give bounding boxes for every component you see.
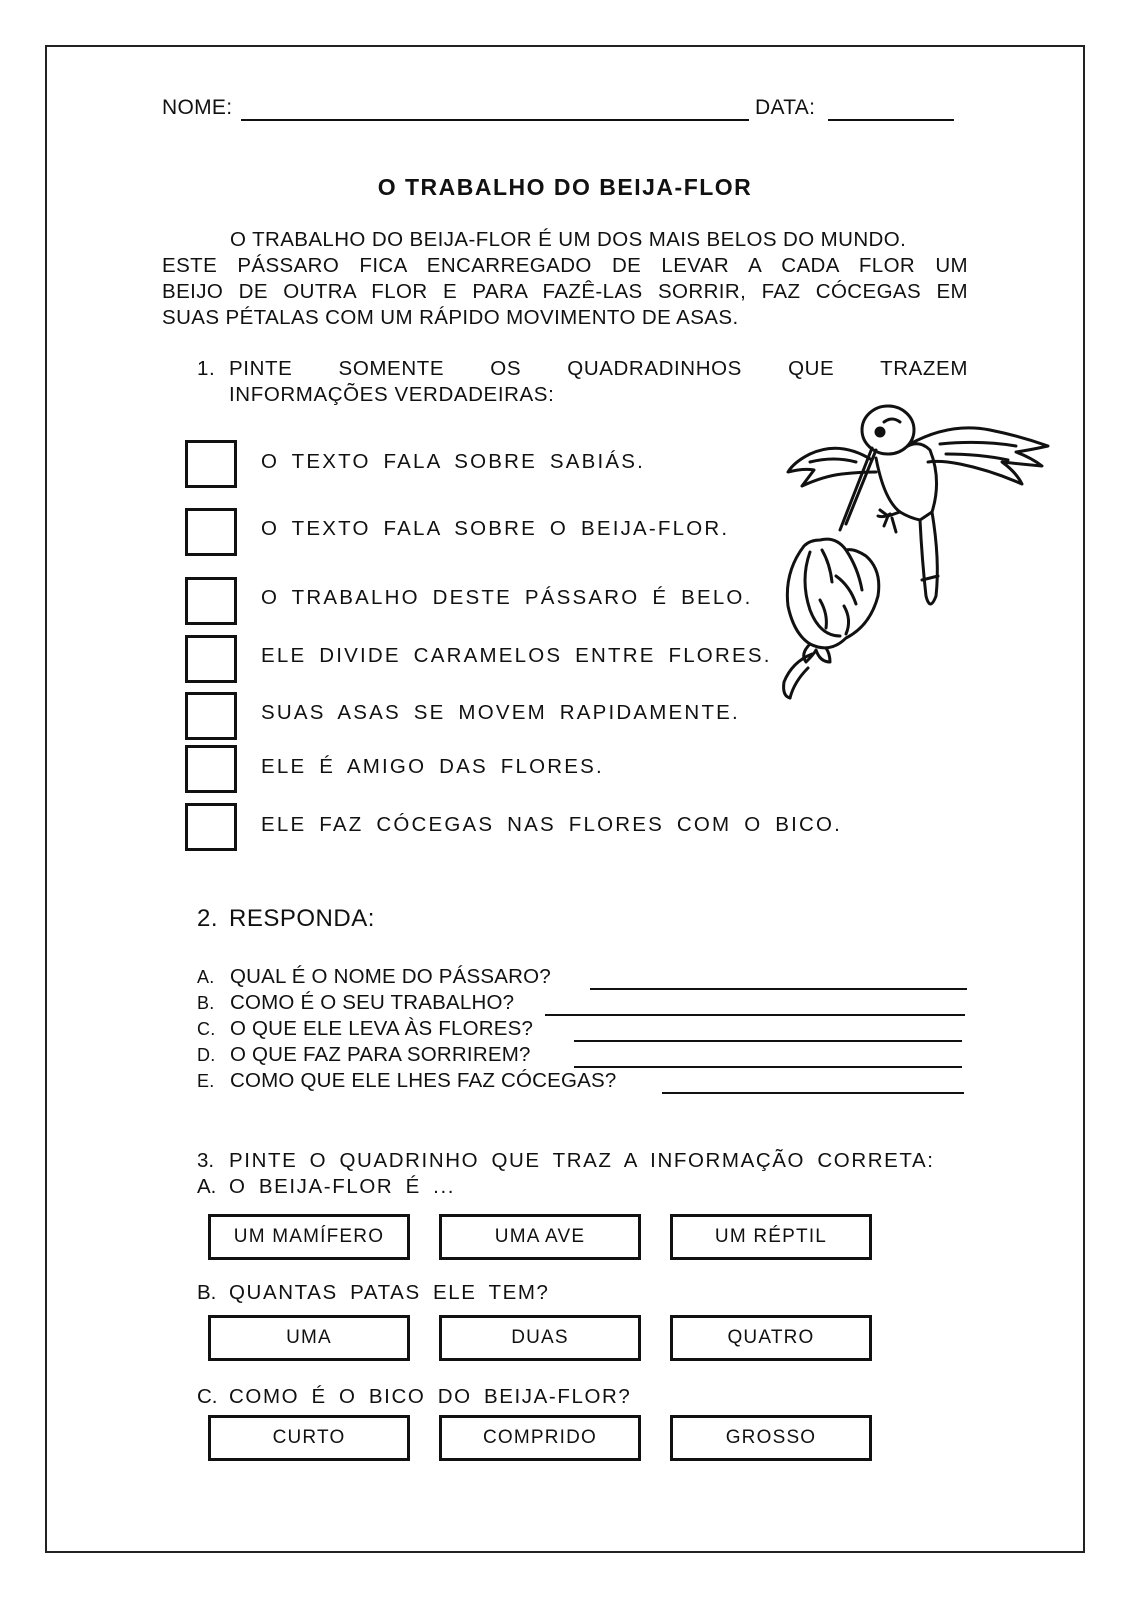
item-letter: C. [197,1019,216,1039]
date-field[interactable] [828,119,954,121]
checkbox-7[interactable] [185,803,237,851]
question-1 [197,357,968,381]
answer-item-a [197,965,551,989]
question-3c [197,1385,631,1409]
checkbox-2[interactable] [185,508,237,556]
option-curto[interactable]: CURTO [208,1415,410,1461]
statement-6: ELE É AMIGO DAS FLORES. [261,755,604,778]
question-3c-text: COMO É O BICO DO BEIJA-FLOR? [229,1385,632,1408]
question-number: 3. [197,1149,215,1172]
item-letter: B. [197,1281,217,1304]
hummingbird-flower-illustration [780,400,1080,720]
question-1-text: PINTE SOMENTE OS QUADRADINHOS QUE TRAZEM [229,357,968,380]
question-3b-text: QUANTAS PATAS ELE TEM? [229,1281,550,1304]
option-uma[interactable]: UMA [208,1315,410,1361]
answer-line-c[interactable] [574,1040,962,1042]
item-letter: A. [197,967,215,987]
paragraph-line: BEIJO DE OUTRA FLOR E PARA FAZÊ-LAS SORRIR, FAZ CÓCEGAS EM [162,280,968,303]
question-3 [197,1149,935,1173]
flower-icon [784,539,879,698]
item-question: COMO É O SEU TRABALHO? [230,991,515,1014]
item-letter: A. [197,1175,217,1198]
reading-text [162,227,968,331]
item-letter: B. [197,993,215,1013]
item-question: O QUE ELE LEVA ÀS FLORES? [230,1017,534,1040]
statement-2: O TEXTO FALA SOBRE O BEIJA-FLOR. [261,517,730,540]
question-1-text-cont: INFORMAÇÕES VERDADEIRAS: [229,383,555,406]
answer-item-b [197,991,514,1015]
question-number: 1. [197,357,216,380]
page-title: O TRABALHO DO BEIJA-FLOR [377,174,753,200]
paragraph-line: ESTE PÁSSARO FICA ENCARREGADO DE LEVAR A CADA FLOR UM [162,254,968,277]
item-question: QUAL É O NOME DO PÁSSARO? [230,965,551,988]
option-mamifero[interactable]: UM MAMÍFERO [208,1214,410,1260]
statement-1: O TEXTO FALA SOBRE SABIÁS. [261,450,646,473]
question-3a-text: O BEIJA-FLOR É ... [229,1175,456,1198]
answer-line-b[interactable] [545,1014,965,1016]
question-2 [197,905,375,933]
checkbox-5[interactable] [185,692,237,740]
answer-item-e [197,1069,616,1093]
answer-line-d[interactable] [574,1066,962,1068]
statement-3: O TRABALHO DESTE PÁSSARO É BELO. [261,586,753,609]
option-ave[interactable]: UMA AVE [439,1214,641,1260]
item-question: O QUE FAZ PARA SORRIREM? [230,1043,531,1066]
option-reptil[interactable]: UM RÉPTIL [670,1214,872,1260]
item-letter: E. [197,1071,215,1091]
option-quatro[interactable]: QUATRO [670,1315,872,1361]
date-label: DATA: [755,96,816,119]
name-label: NOME: [162,96,233,119]
answer-item-d [197,1043,531,1067]
option-comprido[interactable]: COMPRIDO [439,1415,641,1461]
checkbox-4[interactable] [185,635,237,683]
checkbox-6[interactable] [185,745,237,793]
question-2-text: RESPONDA: [229,905,375,932]
question-3a [197,1175,455,1199]
statement-7: ELE FAZ CÓCEGAS NAS FLORES COM O BICO. [261,813,843,836]
paragraph-line: SUAS PÉTALAS COM UM RÁPIDO MOVIMENTO DE ASAS. [162,306,739,329]
name-field[interactable] [241,119,749,121]
question-3b [197,1281,550,1305]
checkbox-3[interactable] [185,577,237,625]
statement-5: SUAS ASAS SE MOVEM RAPIDAMENTE. [261,701,740,724]
option-duas[interactable]: DUAS [439,1315,641,1361]
statement-4: ELE DIVIDE CARAMELOS ENTRE FLORES. [261,644,772,667]
checkbox-1[interactable] [185,440,237,488]
item-letter: D. [197,1045,216,1065]
item-question: COMO QUE ELE LHES FAZ CÓCEGAS? [230,1069,617,1092]
option-grosso[interactable]: GROSSO [670,1415,872,1461]
answer-item-c [197,1017,533,1041]
paragraph-line: O TRABALHO DO BEIJA-FLOR É UM DOS MAIS BELOS DO MUNDO. [230,228,907,251]
question-number: 2. [197,905,219,932]
answer-line-a[interactable] [590,988,967,990]
item-letter: C. [197,1385,218,1408]
question-3-text: PINTE O QUADRINHO QUE TRAZ A INFORMAÇÃO CORRETA: [229,1149,935,1172]
answer-line-e[interactable] [662,1092,964,1094]
